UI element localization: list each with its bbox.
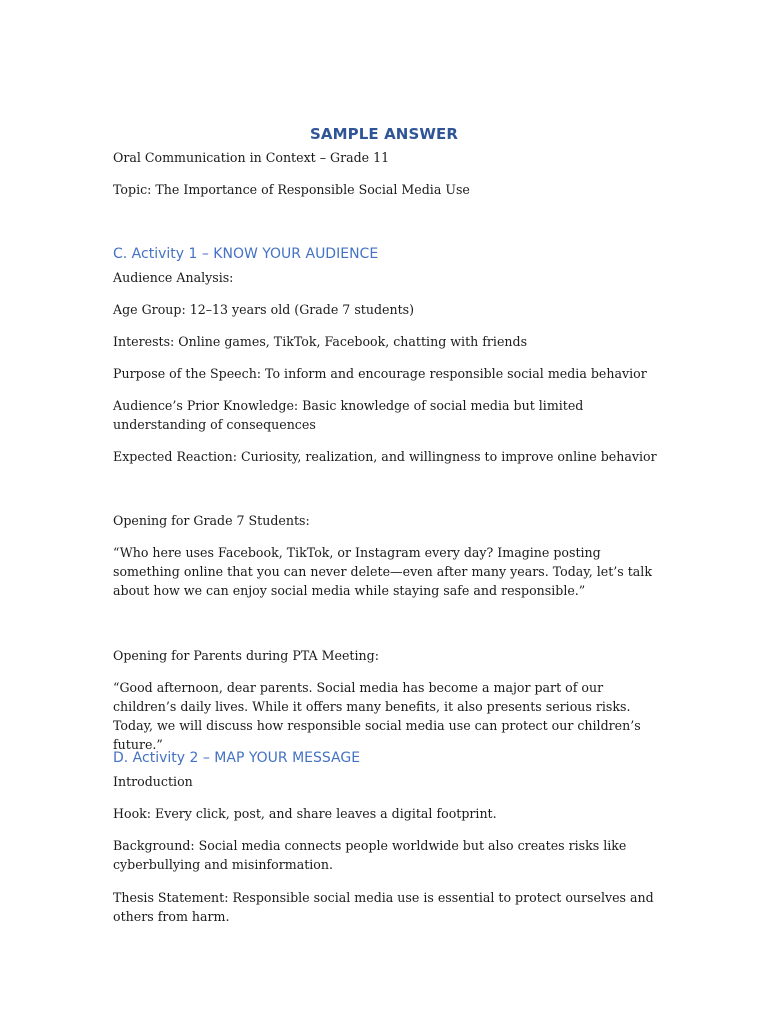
purpose-line: Purpose of the Speech: To inform and encourage responsible social media behavior bbox=[113, 366, 647, 381]
document-title: SAMPLE ANSWER bbox=[310, 125, 458, 143]
opening-parents-label: Opening for Parents during PTA Meeting: bbox=[113, 648, 379, 663]
hook-line: Hook: Every click, post, and share leaves a digital footprint. bbox=[113, 806, 497, 821]
expected-reaction-line: Expected Reaction: Curiosity, realization, and willingness to improve online behavior bbox=[113, 449, 657, 464]
opening-parents-paragraph: “Good afternoon, dear parents. Social media has become a major part of our children’s daily lives. While it offers many benefits, it also presents serious risks. Today, we will discuss how responsible social media use can protect our children’s future.” bbox=[113, 680, 641, 752]
activity1-heading: C. Activity 1 – KNOW YOUR AUDIENCE bbox=[113, 246, 379, 262]
introduction-label: Introduction bbox=[113, 774, 193, 789]
prior-knowledge-paragraph: Audience’s Prior Knowledge: Basic knowledge of social media but limited understanding of consequences bbox=[113, 398, 584, 432]
age-group-line: Age Group: 12–13 years old (Grade 7 students) bbox=[113, 302, 415, 317]
audience-analysis-label: Audience Analysis: bbox=[113, 270, 234, 285]
interests-line: Interests: Online games, TikTok, Facebook, chatting with friends bbox=[113, 334, 528, 349]
topic-line: Topic: The Importance of Responsible Social Media Use bbox=[113, 182, 470, 197]
subject-line: Oral Communication in Context – Grade 11 bbox=[113, 150, 390, 165]
thesis-paragraph: Thesis Statement: Responsible social media use is essential to protect ourselves and others from harm. bbox=[113, 890, 654, 924]
activity2-heading: D. Activity 2 – MAP YOUR MESSAGE bbox=[113, 750, 361, 766]
opening-students-label: Opening for Grade 7 Students: bbox=[113, 513, 310, 528]
background-paragraph: Background: Social media connects people worldwide but also creates risks like cyberbullying and misinformation. bbox=[113, 838, 627, 872]
opening-students-paragraph: “Who here uses Facebook, TikTok, or Instagram every day? Imagine posting something online that you can never delete—even after many years. Today, let’s talk about how we can enjoy social media while staying safe and responsible.” bbox=[113, 545, 652, 598]
